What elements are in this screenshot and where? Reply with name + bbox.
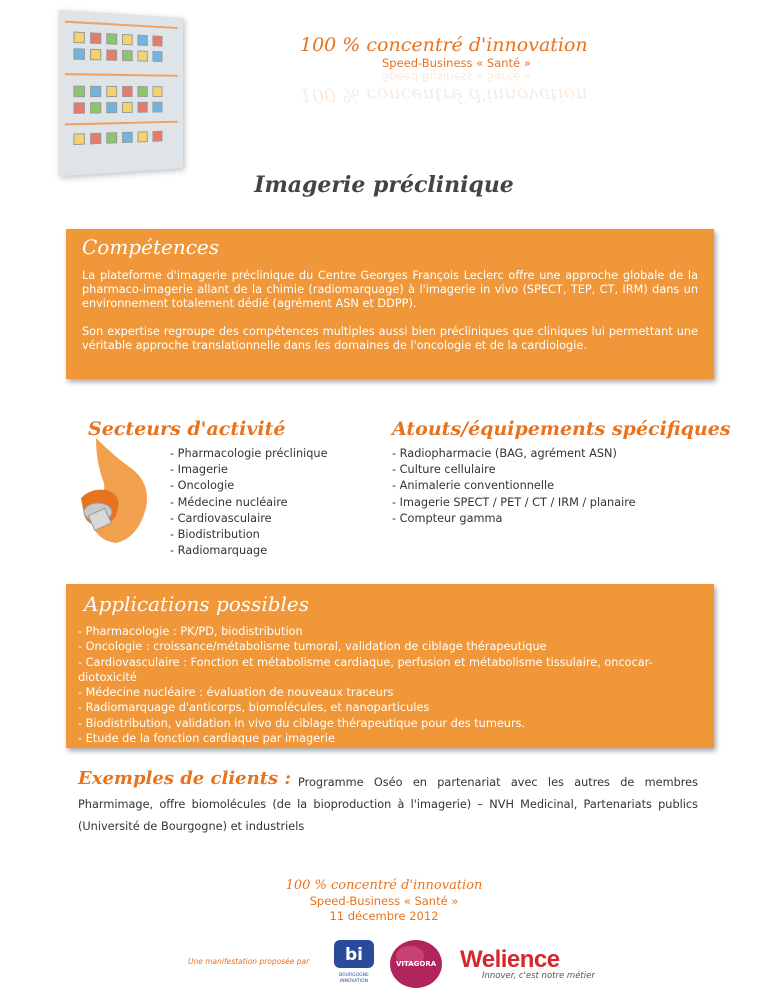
footer-proposed-by: Une manifestation proposée par	[188, 957, 310, 966]
header-reflection	[300, 70, 630, 106]
list-item: - Animalerie conventionnelle	[392, 479, 555, 493]
list-item: - Oncologie : croissance/métabolisme tumoral, validation de ciblage thérapeutique	[78, 640, 547, 654]
bi-logo-text: BOURGOGNE INNOVATION	[339, 973, 369, 984]
competences-box	[66, 229, 714, 379]
applications-box	[66, 584, 714, 748]
footer-slogan: 100 % concentré d'innovation	[285, 878, 483, 893]
header-reflection-slogan: 100 % concentré d'innovation	[300, 84, 588, 106]
competences-paragraph-1: La plateforme d'imagerie préclinique du Centre Georges François Leclerc offre une approche globale de la pharmaco-imagerie allant de la chimie (radiomarquage) à l'imagerie in vivo (SPECT, TEP, CT, IRM) dans un environnement totalement dédié (agrément ASN et DDPP).	[82, 269, 698, 310]
competences-heading: Compétences	[82, 235, 220, 259]
list-item: - Biodistribution, validation in vivo du ciblage thérapeutique pour des tumeurs.	[78, 716, 526, 730]
footer-subtitle: Speed-Business « Santé »	[309, 894, 459, 908]
welience-tagline: Innover, c'est notre métier	[482, 971, 595, 981]
competences-paragraph-2: Son expertise regroupe des compétences multiples aussi bien précliniques que cliniques lui permettant une véritable approche translationnelle dans les domaines de l'oncologie et de la cardiologie.	[82, 325, 698, 352]
atouts-list	[392, 446, 636, 527]
list-item: - Cardiovasculaire	[170, 511, 272, 525]
list-item: - Imagerie	[170, 463, 228, 477]
bourgogne-innovation-logo	[332, 938, 376, 988]
list-item: - Compteur gamma	[392, 511, 503, 525]
list-item: - Médecine nucléaire	[170, 495, 288, 509]
vitagora-logo	[388, 938, 444, 990]
footer-date: 11 décembre 2012	[329, 909, 439, 923]
list-item: - Radiopharmacie (BAG, agrément ASN)	[392, 447, 617, 460]
applications-list	[78, 624, 702, 746]
list-item: - Oncologie	[170, 479, 235, 493]
list-item: - Pharmacologie préclinique	[170, 447, 328, 460]
bi-logo-icon	[332, 938, 376, 970]
list-item: - Etude de la fonction cardiaque par imagerie	[78, 732, 335, 746]
header-subtitle: Speed-Business « Santé »	[382, 56, 531, 70]
atouts-heading: Atouts/équipements spécifiques	[392, 418, 731, 440]
list-item: - Culture cellulaire	[392, 463, 496, 477]
paint-splash-illustration	[76, 428, 176, 548]
page-title: Imagerie préclinique	[254, 172, 514, 198]
clients-text: Programme Oséo en partenariat avec les autres de membres Pharmimage, offre biomolécules (de la bioproduction à l'imagerie) – NVH Medicinal, Partenariats publics (Université de Bourgogne) et industriels	[78, 776, 698, 833]
welience-logo	[460, 946, 595, 981]
list-item: diotoxicité	[78, 670, 137, 684]
list-item: - Imagerie SPECT / PET / CT / IRM / planaire	[392, 495, 636, 509]
secteurs-list	[170, 446, 328, 559]
welience-logo-text: Welience	[460, 946, 560, 973]
list-item: - Médecine nucléaire : évaluation de nouveaux traceurs	[78, 686, 394, 700]
header-reflection-subtitle: Speed-Business « Santé »	[382, 70, 531, 84]
secteurs-heading: Secteurs d'activité	[88, 418, 286, 440]
list-item: - Pharmacologie : PK/PD, biodistribution	[78, 625, 303, 638]
list-item: - Radiomarquage	[170, 544, 268, 558]
brochure-thumbnail-image	[59, 10, 184, 177]
applications-heading: Applications possibles	[84, 592, 310, 616]
svg-text:bi: bi	[345, 945, 363, 965]
clients-heading: Exemples de clients :	[78, 768, 292, 789]
list-item: - Cardiovasculaire : Fonction et métabolisme cardiaque, perfusion et métabolisme tissulaire, oncocar-	[78, 655, 653, 669]
vitagora-logo-text: VITAGORA	[396, 960, 437, 968]
list-item: - Radiomarquage d'anticorps, biomolécules, et nanoparticules	[78, 701, 430, 715]
list-item: - Biodistribution	[170, 528, 260, 542]
header-slogan: 100 % concentré d'innovation	[300, 34, 588, 56]
